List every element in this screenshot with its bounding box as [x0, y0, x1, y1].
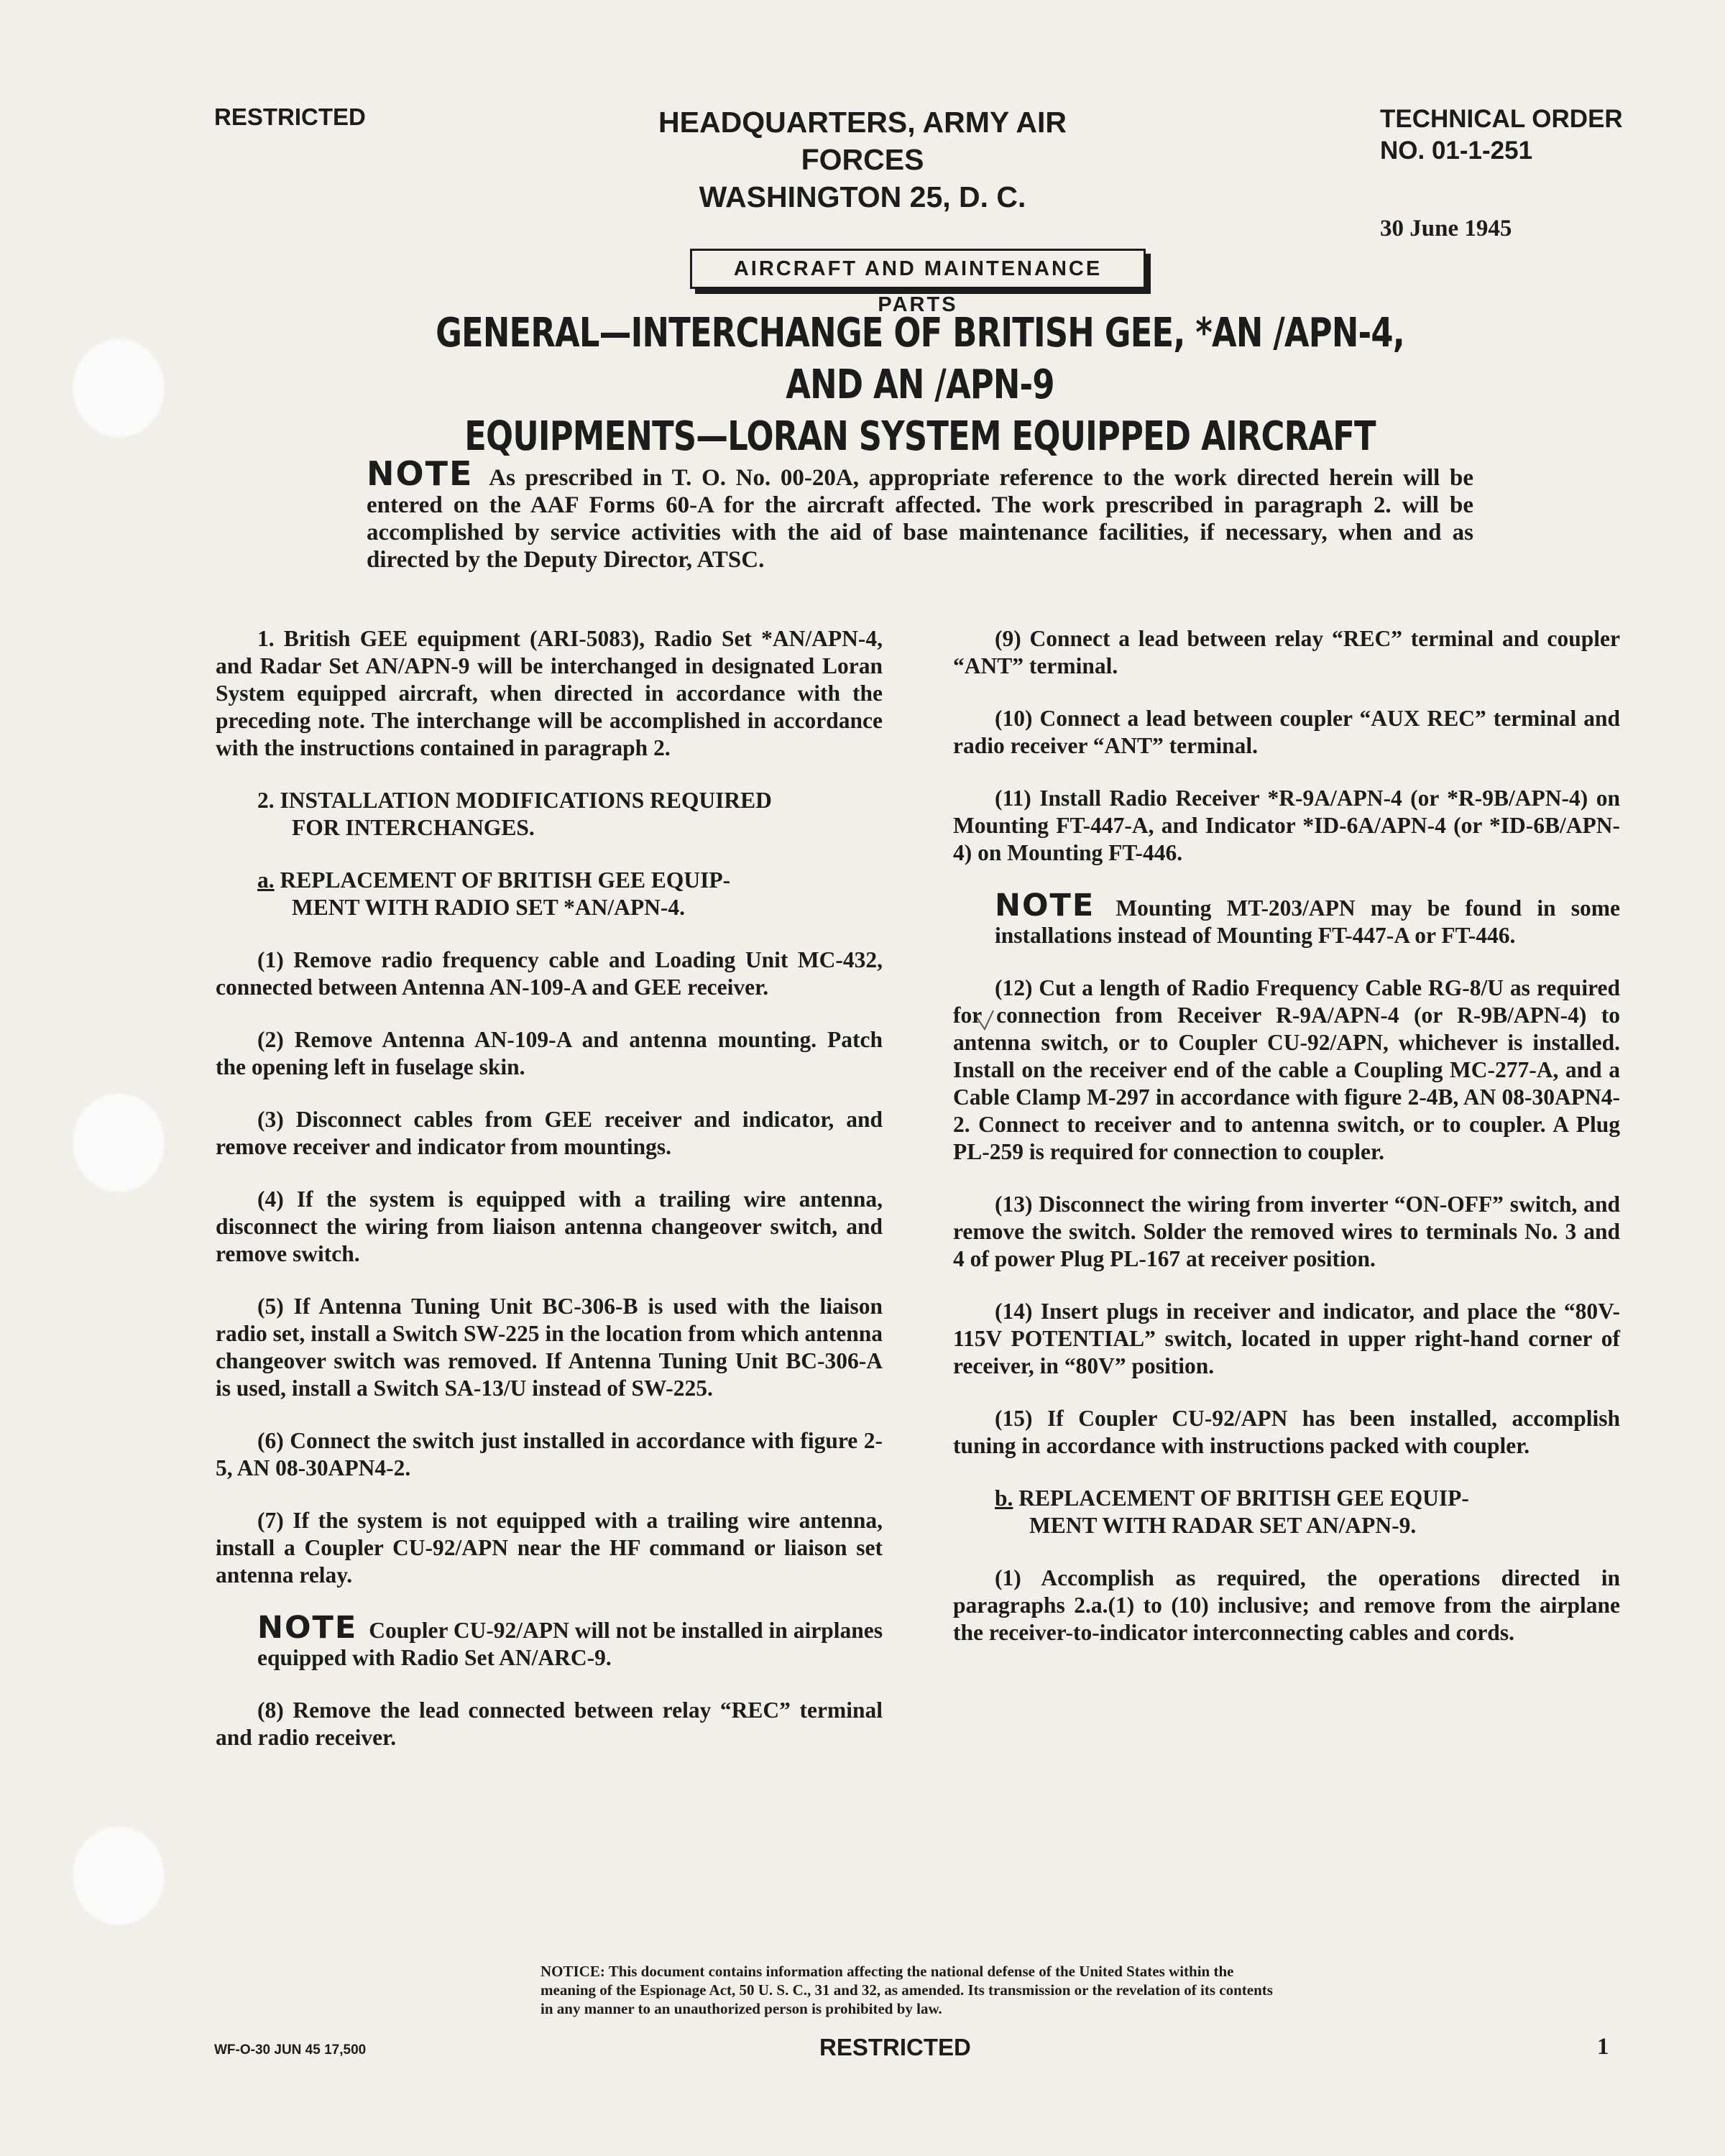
subsection-b-heading [953, 1485, 1620, 1539]
punch-hole [72, 338, 165, 438]
step-1: (1) Remove radio frequency cable and Loading Unit MC-432, connected between Antenna AN-109-A and GEE receiver. [216, 947, 883, 1000]
technical-order-block [1380, 103, 1623, 167]
step-2: (2) Remove Antenna AN-109-A and antenna mounting. Patch the opening left in fuselage skin. [216, 1027, 883, 1079]
step-b1: (1) Accomplish as required, the operations directed in paragraphs 2.a.(1) to (10) inclusive; and remove from the airplane the receiver-to-indicator interconnecting cables and cords. [953, 1565, 1620, 1645]
step-10: (10) Connect a lead between coupler “AUX REC” terminal and radio receiver “ANT” terminal. [953, 706, 1620, 758]
note-label: NOTE [367, 454, 474, 493]
title-line-2: EQUIPMENTS—LORAN SYSTEM EQUIPPED AIRCRAFT [464, 413, 1376, 460]
p2-heading-line-1: 2. INSTALLATION MODIFICATIONS REQUIRED [257, 788, 772, 813]
p2-heading-line-2: FOR INTERCHANGES. [292, 815, 535, 840]
paragraph-1: 1. British GEE equipment (ARI-5083), Radio Set *AN/APN-4, and Radar Set AN/APN-9 will be interchanged in designated Loran System equipped aircraft, when directed in accordance with the preceding note. The interchange will be accomplished in accordance with the instructions contained in paragraph 2. [216, 626, 883, 760]
punch-hole [72, 1825, 165, 1926]
right-note-label: NOTE [995, 888, 1095, 923]
step-11: (11) Install Radio Receiver *R-9A/APN-4 (or *R-9B/APN-4) on Mounting FT-447-A, and Indicator *ID-6A/APN-4 (or *ID-6B/APN-4) on Mounting FT-446. [953, 786, 1620, 865]
step-6: (6) Connect the switch just installed in accordance with figure 2-5, AN 08-30APN4-2. [216, 1428, 883, 1480]
subsection-b-line-2: MENT WITH RADAR SET AN/APN-9. [1029, 1513, 1417, 1538]
step-15: (15) If Coupler CU-92/APN has been installed, accomplish tuning in accordance with instructions packed with coupler. [953, 1406, 1620, 1458]
category-banner: AIRCRAFT AND MAINTENANCE PARTS [690, 249, 1146, 289]
step-5: (5) If Antenna Tuning Unit BC-306-B is used with the liaison radio set, install a Switch SW-225 in the location from which antenna changeover switch was removed. If Antenna Tuning Unit BC-306-A is used, install a Switch SA-13/U instead of SW-225. [216, 1294, 883, 1401]
subsection-a-line-2: MENT WITH RADIO SET *AN/APN-4. [292, 895, 685, 920]
org-line-2: WASHINGTON 25, D. C. [699, 180, 1026, 213]
step-13: (13) Disconnect the wiring from inverter “ON-OFF” switch, and remove the switch. Solder the removed wires to terminals No. 3 and 4 of power Plug PL-167 at receiver position. [953, 1192, 1620, 1271]
step-4: (4) If the system is equipped with a trailing wire antenna, disconnect the wiring from liaison antenna changeover switch, and remove switch. [216, 1187, 883, 1266]
print-code: WF-O-30 JUN 45 17,500 [214, 2042, 367, 2058]
org-line-1: HEADQUARTERS, ARMY AIR FORCES [658, 106, 1067, 176]
left-note-text: Coupler CU-92/APN will not be installed in airplanes equipped with Radio Set AN/ARC-9. [257, 1618, 883, 1670]
headquarters-heading [647, 103, 1078, 216]
order-number: NO. 01-1-251 [1380, 137, 1533, 165]
document-title [402, 308, 1438, 463]
note-text: As prescribed in T. O. No. 00-20A, appropriate reference to the work directed herein will be entered on the AAF Forms 60-A for the aircraft affected. The work prescribed in paragraph 2. will be accomplished by service activities with the aid of base maintenance facilities, if necessary, when and as directed by the Deputy Director, ATSC. [367, 465, 1473, 573]
subsection-a-line-1: REPLACEMENT OF BRITISH GEE EQUIP- [280, 867, 731, 893]
subsection-b-line-1: REPLACEMENT OF BRITISH GEE EQUIP- [1018, 1485, 1469, 1511]
classification-top: RESTRICTED [214, 103, 366, 130]
subsection-b-letter: b. [995, 1485, 1013, 1511]
title-line-1: GENERAL—INTERCHANGE OF BRITISH GEE, *AN /APN-4, AND AN /APN-9 [436, 310, 1404, 408]
punch-hole [72, 1092, 165, 1193]
issue-date: 30 June 1945 [1380, 216, 1512, 241]
paragraph-2-heading [216, 787, 883, 842]
left-column [216, 625, 883, 1777]
order-label: TECHNICAL ORDER [1380, 105, 1623, 133]
step-3: (3) Disconnect cables from GEE receiver and indicator, and remove receiver and indicator from mountings. [216, 1107, 883, 1159]
classification-bottom: RESTRICTED [819, 2034, 971, 2060]
step-8: (8) Remove the lead connected between relay “REC” terminal and radio receiver. [216, 1697, 883, 1750]
right-column [953, 625, 1620, 1672]
top-note [367, 454, 1473, 573]
page-number: 1 [1597, 2034, 1609, 2060]
subsection-a-heading [216, 867, 883, 921]
subsection-a-letter: a. [257, 867, 275, 893]
espionage-notice: NOTICE: This document contains information affecting the national defense of the United States within the meaning of the Espionage Act, 50 U. S. C., 31 and 32, as amended. Its transmission or the revelation of its contents in any manner to an unauthorized person is prohibited by law. [540, 1963, 1273, 2017]
step-14: (14) Insert plugs in receiver and indicator, and place the “80V-115V POTENTIAL” switch, located in upper right-hand corner of receiver, in “80V” position. [953, 1299, 1620, 1378]
right-note [953, 888, 1620, 949]
left-note-label: NOTE [257, 1610, 358, 1646]
step-7: (7) If the system is not equipped with a trailing wire antenna, install a Coupler CU-92/APN near the HF command or liaison set antenna relay. [216, 1508, 883, 1588]
step-9: (9) Connect a lead between relay “REC” terminal and coupler “ANT” terminal. [953, 626, 1620, 678]
right-note-text: Mounting MT-203/APN may be found in some installations instead of Mounting FT-447-A or FT-446. [995, 895, 1620, 948]
left-note [216, 1610, 883, 1672]
step-12: (12) Cut a length of Radio Frequency Cable RG-8/U as required for connection from Receiver R-9A/APN-4 (or R-9B/APN-4) to antenna switch, or to Coupler CU-92/APN, whichever is installed. Install on the receiver end of the cable a Coupling MC-277-A, and a Cable Clamp M-297 in accordance with figure 2-4B, AN 08-30APN4-2. Connect to receiver and to antenna switch, or to coupler. A Plug PL-259 is required for connection to coupler. [953, 975, 1620, 1164]
